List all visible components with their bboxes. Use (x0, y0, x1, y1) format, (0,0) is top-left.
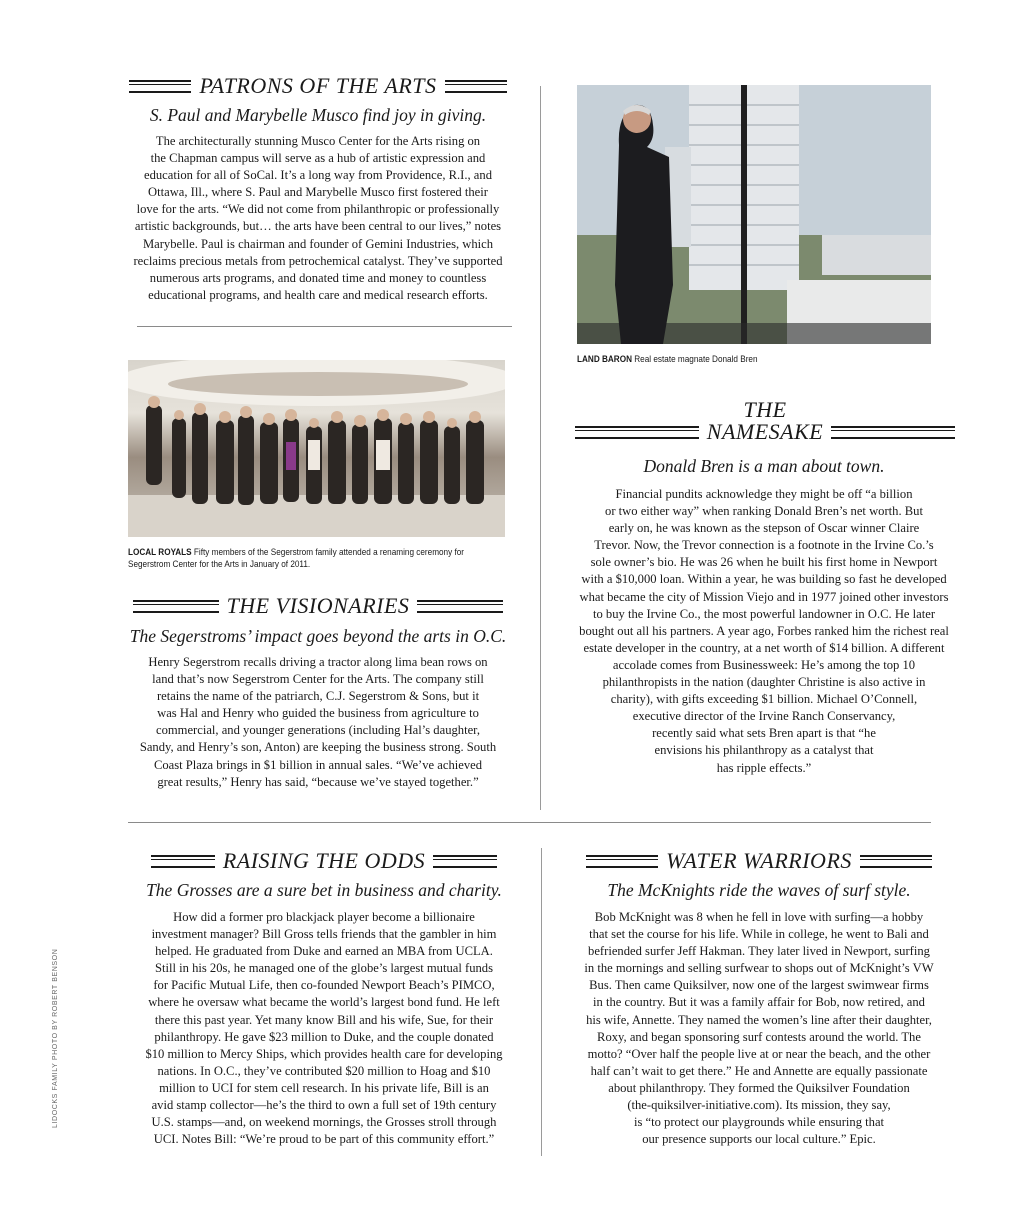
family-photo-illustration (128, 360, 505, 537)
caption-text: Segerstrom Center for the Arts in January of 2011. (128, 559, 311, 569)
caption-text: Real estate magnate Donald Bren (632, 354, 758, 364)
raising-heading (128, 849, 520, 873)
body-line: Marybelle. Paul is chairman and founder of Gemini Industries, which (142, 236, 494, 251)
caption-label: LAND BARON (577, 354, 632, 364)
caption-label: LOCAL ROYALS (128, 547, 192, 557)
body-line: investment manager? Bill Gross tells friends that the gambler in him (151, 927, 497, 942)
body-line: about philanthropy. They formed the Quiksilver Foundation (608, 1080, 910, 1095)
namesake-heading (574, 420, 956, 444)
namesake-title-line2: NAMESAKE (706, 419, 824, 444)
water-heading (568, 849, 950, 873)
body-line: half can’t wait to get there.” He and Annette are equally passionate (590, 1063, 928, 1078)
page-divider (128, 822, 931, 823)
body-line: the Chapman campus will serve as a hub of artistic expression and (150, 151, 486, 166)
body-line: helped. He graduated from Duke and earned an MBA from UCLA. (155, 944, 493, 959)
body-line: Financial pundits acknowledge they might be off “a billion (615, 487, 913, 501)
body-line: avid stamp collector—he’s the third to own a full set of 19th century (151, 1098, 497, 1113)
body-line: educational programs, and health care and medical research efforts. (148, 287, 488, 302)
body-line: $10 million to Mercy Ships, which provides health care for developing (145, 1046, 503, 1061)
body-line: land that’s now Segerstrom Center for the Arts. The company still (152, 672, 484, 687)
patrons-body (118, 133, 518, 304)
heading-bars-left (151, 855, 215, 868)
body-line: in the mornings and selling surfwear to shops out of McKnight’s VW (584, 961, 934, 976)
visionaries-title: THE VISIONARIES (226, 593, 410, 618)
column-divider-bottom (541, 848, 542, 1156)
family-caption (128, 546, 464, 570)
caption-text: Fifty members of the Segerstrom family attended a renaming ceremony for (191, 547, 465, 557)
visionaries-heading (128, 594, 508, 618)
patrons-dek: S. Paul and Marybelle Musco find joy in giving. (149, 105, 487, 125)
body-line: UCI. Notes Bill: “We’re proud to be part of this community effort.” (153, 1132, 495, 1147)
body-line: education for all of SoCal. It’s a long way from Providence, R.I., and (144, 168, 492, 183)
body-line: Sandy, and Henry’s son, Anton) are keeping the business strong. South (139, 740, 497, 755)
body-line: envisions his philanthropy as a catalyst that (654, 743, 874, 758)
body-line: nations. In O.C., they’ve contributed $20 million to Hoag and $10 (157, 1063, 491, 1078)
body-line: in the country. But it was a family affair for Bob, now retired, and (593, 995, 925, 1010)
bren-caption (577, 353, 758, 365)
body-line: estate developer in the country, at a net worth of $14 billion. A different (583, 640, 945, 655)
body-line: what became the city of Mission Viejo and in 1977 joined other investors (579, 589, 949, 604)
body-line: Roxy, and began sponsoring surf contests around the world. The (597, 1029, 921, 1044)
body-line: reclaims precious metals from petrochemical catalyst. They’ve supported (133, 253, 503, 268)
body-line: his wife, Annette. They named the women’s line after their daughter, (586, 1012, 932, 1027)
body-line: philanthropy. He gave $23 million to Duke, and the couple donated (154, 1029, 494, 1044)
heading-bars-left (575, 426, 699, 439)
body-line: great results,” Henry has said, “because we’ve stayed together.” (157, 774, 479, 789)
body-line: Coast Plaza brings in $1 billion in annual sales. “We’ve achieved (153, 757, 483, 772)
body-line: How did a former pro blackjack player become a billionaire (173, 910, 475, 924)
body-line: (the-quiksilver-initiative.com). Its mission, they say, (627, 1098, 891, 1113)
column-divider-top (540, 86, 541, 810)
body-line: accolade comes from Businessweek: He’s among the top 10 (612, 657, 916, 672)
body-line: or two either way” when ranking Donald Bren’s net worth. But (605, 504, 923, 519)
heading-bars-right (417, 600, 503, 613)
heading-bars-right (831, 426, 955, 439)
body-line: sole owner’s bio. He was 26 when he built his first home in Newport (590, 555, 938, 570)
body-line: Still in his 20s, he managed one of the globe’s largest mutual funds (154, 961, 493, 976)
body-line: executive director of the Irvine Ranch Conservancy, (632, 709, 896, 724)
body-line: has ripple effects.” (716, 760, 812, 775)
visionaries-body (108, 654, 528, 791)
body-line: to buy the Irvine Co., the most powerful landowner in O.C. He later (592, 606, 936, 621)
namesake-body (544, 486, 984, 777)
body-line: philanthropists in the nation (daughter Christine is also active in (602, 675, 926, 690)
section-divider (137, 326, 512, 327)
body-line: with a $10,000 loan. Within a year, he was building so fast he developed (581, 572, 947, 587)
body-line: for Pacific Mutual Life, then co-founded Newport Beach’s PIMCO, (153, 978, 495, 993)
heading-bars-left (133, 600, 219, 613)
water-title: WATER WARRIORS (666, 848, 852, 873)
body-line: there this past year. Yet many know Bill and his wife, Sue, for their (154, 1012, 494, 1027)
body-line: our presence supports our local culture.” Epic. (642, 1132, 876, 1147)
heading-bars-right (433, 855, 497, 868)
raising-dek: The Grosses are a sure bet in business and charity. (146, 880, 502, 900)
body-line: commercial, and younger generations (including Hal’s daughter, (155, 723, 481, 738)
body-line: charity), with gifts exceeding $1 billion. Michael O’Connell, (610, 692, 918, 707)
water-dek: The McKnights ride the waves of surf style. (607, 880, 911, 900)
visionaries-dek: The Segerstroms’ impact goes beyond the arts in O.C. (129, 626, 507, 646)
body-line: million to UCI for stem cell research. In his private life, Bill is an (159, 1080, 489, 1095)
heading-bars-left (586, 855, 658, 868)
photo-credit: LIDOCKS FAMILY PHOTO BY ROBERT BENSON (52, 948, 59, 1128)
body-line: Bob McKnight was 8 when he fell in love with surfing—a hobby (594, 910, 924, 924)
body-line: artistic backgrounds, but… the arts have been central to our lives,” notes (134, 219, 502, 234)
body-line: retains the name of the patriarch, C.J. Segerstrom & Sons, but it (156, 689, 480, 704)
heading-bars-left (129, 80, 191, 93)
water-body (547, 909, 971, 1148)
body-line: befriended surfer Jeff Hakman. They later lived in Newport, surfing (588, 944, 930, 959)
body-line: that set the course for his life. While in college, he went to Bali and (589, 927, 929, 942)
namesake-dek: Donald Bren is a man about town. (643, 456, 885, 476)
body-line: is “to protect our playgrounds while ensuring that (633, 1115, 885, 1130)
bren-photo-illustration (577, 85, 931, 344)
donald-bren-photo (577, 85, 931, 344)
patrons-heading (128, 74, 508, 98)
body-line: U.S. stamps—and, on weekend mornings, the Grosses stroll through (151, 1115, 497, 1130)
raising-body (108, 909, 540, 1148)
body-line: motto? “Over half the people live at or near the beach, and the other (587, 1046, 931, 1061)
body-line: love for the arts. “We did not come from philanthropic or professionally (136, 202, 500, 217)
body-line: where he oversaw what became the world’s largest bond fund. He left (148, 995, 500, 1010)
raising-title: RAISING THE ODDS (222, 848, 426, 873)
body-line: The architecturally stunning Musco Center for the Arts rising on (155, 134, 481, 148)
body-line: was Hal and Henry who guided the business from agriculture to (157, 706, 479, 721)
heading-bars-right (445, 80, 507, 93)
namesake-title-line1: THE (743, 397, 787, 422)
patrons-title: PATRONS OF THE ARTS (199, 73, 437, 98)
heading-bars-right (860, 855, 932, 868)
body-line: Bus. Then came Quiksilver, now one of the largest swimwear firms (589, 978, 929, 993)
body-line: Henry Segerstrom recalls driving a tractor along lima bean rows on (148, 655, 488, 669)
body-line: early on, he was known as the stepson of Oscar winner Claire (608, 521, 920, 536)
body-line: bought out all his partners. A year ago, Forbes ranked him the richest real (579, 623, 949, 638)
body-line: numerous arts programs, and donated time and money to countless (149, 270, 487, 285)
segerstrom-family-photo (128, 360, 505, 537)
body-line: Ottawa, Ill., where S. Paul and Marybelle Musco first fostered their (148, 185, 488, 200)
body-line: Trevor. Now, the Trevor connection is a footnote in the Irvine Co.’s (594, 538, 934, 553)
body-line: recently said what sets Bren apart is that “he (652, 726, 876, 741)
